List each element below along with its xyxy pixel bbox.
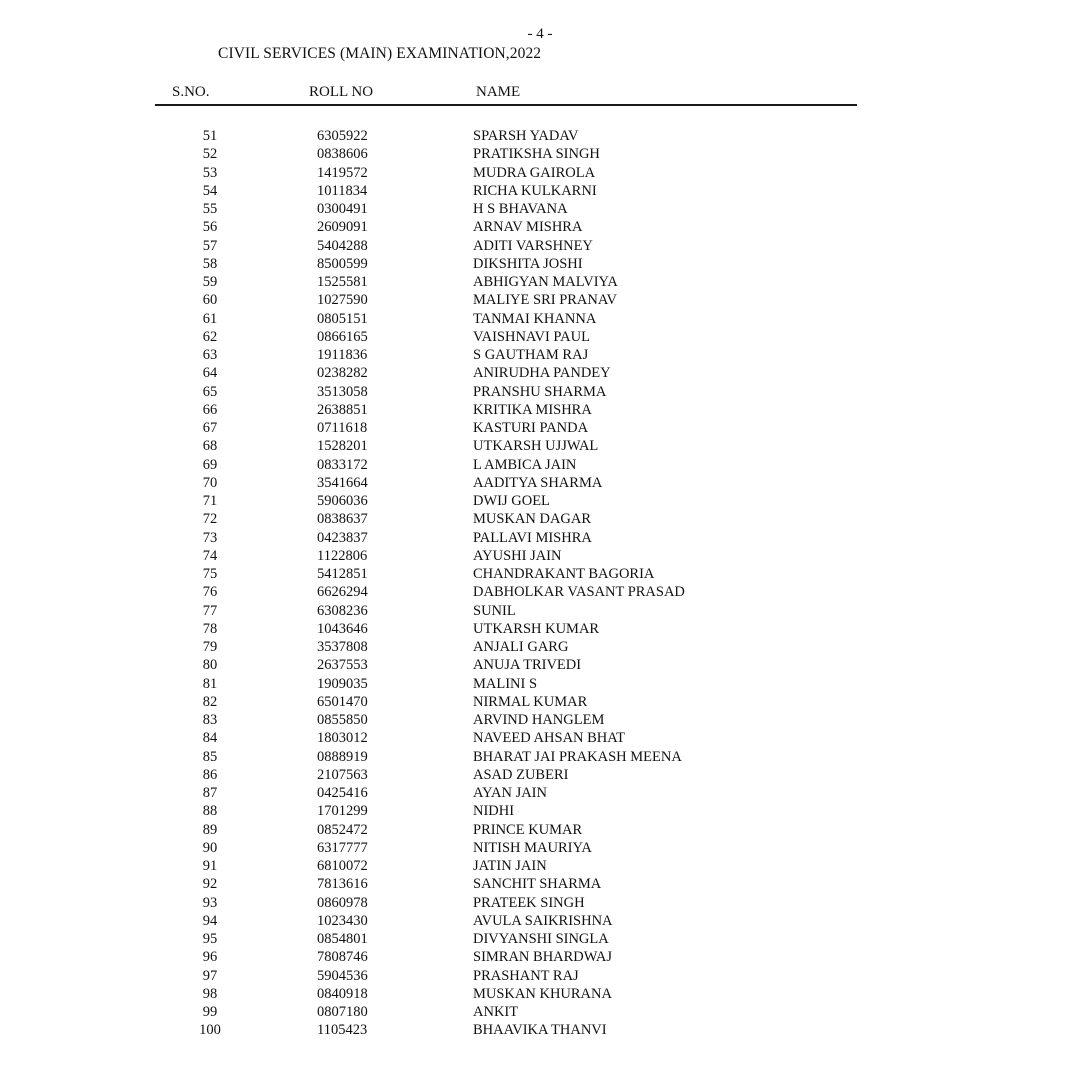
candidate-name-cell: MALINI S bbox=[473, 675, 538, 692]
candidate-name-cell: CHANDRAKANT BAGORIA bbox=[473, 566, 655, 582]
serial-number-cell: 96 bbox=[202, 949, 218, 966]
table-row bbox=[0, 200, 1080, 218]
candidate-name-cell: PRANSHU SHARMA bbox=[473, 383, 607, 400]
serial-number-cell: 75 bbox=[202, 566, 218, 582]
candidate-name-cell: UTKARSH KUMAR bbox=[473, 620, 600, 637]
roll-number-cell: 5412851 bbox=[317, 566, 368, 582]
serial-number-cell: 62 bbox=[202, 328, 218, 345]
serial-number-cell: 90 bbox=[202, 839, 218, 856]
roll-number-cell: 1105423 bbox=[317, 1022, 368, 1039]
candidate-name-cell: BHARAT JAI PRAKASH MEENA bbox=[473, 748, 682, 765]
roll-number-cell: 0840918 bbox=[317, 985, 368, 1002]
serial-number-cell: 56 bbox=[202, 219, 218, 236]
roll-number-cell: 2637553 bbox=[317, 657, 368, 674]
candidate-name-cell: DIVYANSHI SINGLA bbox=[473, 931, 609, 947]
candidate-name-cell: PRATEEK SINGH bbox=[473, 894, 585, 911]
table-row bbox=[0, 729, 1080, 747]
page-number: - 4 - bbox=[527, 26, 553, 42]
table-row bbox=[0, 638, 1080, 656]
roll-number-cell: 0805151 bbox=[317, 310, 368, 327]
candidate-name-cell: UTKARSH UJJWAL bbox=[473, 438, 599, 455]
candidate-name-cell: MALIYE SRI PRANAV bbox=[473, 292, 617, 309]
candidate-name-cell: BHAAVIKA THANVI bbox=[473, 1022, 607, 1039]
roll-number-cell: 7808746 bbox=[317, 949, 368, 966]
roll-number-cell: 0855850 bbox=[317, 712, 368, 728]
roll-number-cell: 0838637 bbox=[317, 511, 368, 528]
serial-number-cell: 68 bbox=[202, 438, 218, 455]
table-row bbox=[0, 310, 1080, 328]
serial-number-cell: 97 bbox=[202, 967, 218, 984]
serial-number-cell: 99 bbox=[202, 1004, 218, 1020]
roll-number-cell: 1701299 bbox=[317, 803, 368, 820]
table-row bbox=[0, 1021, 1080, 1039]
serial-number-cell: 53 bbox=[202, 164, 218, 181]
table-row bbox=[0, 237, 1080, 255]
table-row bbox=[0, 784, 1080, 802]
serial-number-cell: 76 bbox=[202, 584, 218, 601]
serial-number-cell: 64 bbox=[202, 365, 218, 382]
roll-number-cell: 0854801 bbox=[317, 931, 368, 947]
serial-number-cell: 92 bbox=[202, 876, 218, 893]
roll-number-cell: 5404288 bbox=[317, 237, 368, 254]
serial-number-cell: 93 bbox=[202, 894, 218, 911]
roll-number-cell: 6810072 bbox=[317, 858, 368, 874]
table-row bbox=[0, 675, 1080, 693]
table-row bbox=[0, 328, 1080, 346]
table-row bbox=[0, 164, 1080, 182]
table-row bbox=[0, 529, 1080, 547]
roll-number-cell: 1528201 bbox=[317, 438, 368, 455]
roll-number-cell: 0300491 bbox=[317, 201, 368, 217]
table-row bbox=[0, 1003, 1080, 1021]
roll-number-cell: 0711618 bbox=[317, 420, 368, 436]
candidate-name-cell: DABHOLKAR VASANT PRASAD bbox=[473, 584, 685, 601]
column-header-roll: ROLL NO bbox=[309, 84, 374, 100]
serial-number-cell: 70 bbox=[202, 474, 218, 491]
table-row bbox=[0, 930, 1080, 948]
roll-number-cell: 3541664 bbox=[317, 474, 368, 491]
roll-number-cell: 1419572 bbox=[317, 164, 368, 181]
candidate-name-cell: ADITI VARSHNEY bbox=[473, 237, 593, 254]
table-row bbox=[0, 218, 1080, 236]
serial-number-cell: 72 bbox=[202, 511, 218, 528]
table-row bbox=[0, 912, 1080, 930]
table-row bbox=[0, 620, 1080, 638]
candidate-name-cell: MUDRA GAIROLA bbox=[473, 164, 596, 181]
table-row bbox=[0, 948, 1080, 966]
roll-number-cell: 1909035 bbox=[317, 675, 368, 692]
roll-number-cell: 5904536 bbox=[317, 967, 368, 984]
table-row bbox=[0, 656, 1080, 674]
serial-number-cell: 55 bbox=[202, 201, 218, 217]
candidate-name-cell: NITISH MAURIYA bbox=[473, 839, 592, 856]
roll-number-cell: 3537808 bbox=[317, 639, 368, 655]
serial-number-cell: 69 bbox=[202, 456, 218, 473]
roll-number-cell: 0807180 bbox=[317, 1004, 368, 1020]
candidate-name-cell: SIMRAN BHARDWAJ bbox=[473, 949, 612, 966]
roll-number-cell: 6317777 bbox=[317, 839, 368, 856]
roll-number-cell: 0866165 bbox=[317, 328, 368, 345]
table-row bbox=[0, 985, 1080, 1003]
serial-number-cell: 65 bbox=[202, 383, 218, 400]
table-row bbox=[0, 693, 1080, 711]
serial-number-cell: 85 bbox=[202, 748, 218, 765]
candidate-name-cell: H S BHAVANA bbox=[473, 201, 568, 217]
serial-number-cell: 54 bbox=[202, 182, 218, 199]
table-row bbox=[0, 875, 1080, 893]
table-row bbox=[0, 748, 1080, 766]
serial-number-cell: 77 bbox=[202, 602, 218, 619]
table-row bbox=[0, 894, 1080, 912]
candidate-name-cell: AADITYA SHARMA bbox=[473, 474, 603, 491]
table-row bbox=[0, 346, 1080, 364]
serial-number-cell: 51 bbox=[202, 128, 218, 144]
roll-number-cell: 0860978 bbox=[317, 894, 368, 911]
table-row bbox=[0, 547, 1080, 565]
candidate-name-cell: PRATIKSHA SINGH bbox=[473, 146, 600, 163]
table-row bbox=[0, 401, 1080, 419]
roll-number-cell: 1803012 bbox=[317, 730, 368, 747]
table-row bbox=[0, 145, 1080, 163]
table-row bbox=[0, 255, 1080, 273]
serial-number-cell: 57 bbox=[202, 237, 218, 254]
table-row bbox=[0, 967, 1080, 985]
candidate-name-cell: DIKSHITA JOSHI bbox=[473, 255, 583, 272]
column-header-name: NAME bbox=[476, 84, 521, 100]
serial-number-cell: 86 bbox=[202, 766, 218, 783]
table-row bbox=[0, 802, 1080, 820]
roll-number-cell: 3513058 bbox=[317, 383, 368, 400]
roll-number-cell: 6308236 bbox=[317, 602, 368, 619]
serial-number-cell: 89 bbox=[202, 821, 218, 838]
roll-number-cell: 6305922 bbox=[317, 128, 368, 144]
table-row bbox=[0, 839, 1080, 857]
candidate-name-cell: PALLAVI MISHRA bbox=[473, 529, 592, 546]
candidate-name-cell: AYUSHI JAIN bbox=[473, 547, 562, 564]
roll-number-cell: 1011834 bbox=[317, 182, 368, 199]
table-row bbox=[0, 456, 1080, 474]
candidate-name-cell: MUSKAN DAGAR bbox=[473, 511, 592, 528]
candidate-name-cell: NAVEED AHSAN BHAT bbox=[473, 730, 625, 747]
candidate-name-cell: NIRMAL KUMAR bbox=[473, 693, 588, 710]
table-row bbox=[0, 437, 1080, 455]
candidate-name-cell: TANMAI KHANNA bbox=[473, 310, 597, 327]
roll-number-cell: 1122806 bbox=[317, 547, 368, 564]
roll-number-cell: 1027590 bbox=[317, 292, 368, 309]
roll-number-cell: 5906036 bbox=[317, 493, 368, 509]
serial-number-cell: 66 bbox=[202, 401, 218, 418]
candidate-name-cell: PRINCE KUMAR bbox=[473, 821, 583, 838]
results-table bbox=[0, 127, 1080, 1040]
roll-number-cell: 1911836 bbox=[317, 347, 368, 363]
table-row bbox=[0, 364, 1080, 382]
roll-number-cell: 7813616 bbox=[317, 876, 368, 893]
serial-number-cell: 60 bbox=[202, 292, 218, 309]
roll-number-cell: 0838606 bbox=[317, 146, 368, 163]
serial-number-cell: 59 bbox=[202, 274, 218, 290]
table-row bbox=[0, 602, 1080, 620]
serial-number-cell: 98 bbox=[202, 985, 218, 1002]
serial-number-cell: 73 bbox=[202, 529, 218, 546]
candidate-name-cell: VAISHNAVI PAUL bbox=[473, 328, 590, 345]
column-header-sno: S.NO. bbox=[172, 84, 210, 100]
roll-number-cell: 1525581 bbox=[317, 274, 368, 290]
serial-number-cell: 74 bbox=[202, 547, 218, 564]
serial-number-cell: 71 bbox=[202, 493, 218, 509]
roll-number-cell: 0888919 bbox=[317, 748, 368, 765]
candidate-name-cell: ANUJA TRIVEDI bbox=[473, 657, 582, 674]
table-row bbox=[0, 273, 1080, 291]
candidate-name-cell: ARVIND HANGLEM bbox=[473, 712, 605, 728]
candidate-name-cell: ARNAV MISHRA bbox=[473, 219, 583, 236]
serial-number-cell: 91 bbox=[202, 858, 218, 874]
candidate-name-cell: KASTURI PANDA bbox=[473, 420, 589, 436]
serial-number-cell: 94 bbox=[202, 912, 218, 929]
serial-number-cell: 79 bbox=[202, 639, 218, 655]
roll-number-cell: 0425416 bbox=[317, 785, 368, 801]
table-row bbox=[0, 474, 1080, 492]
table-row bbox=[0, 182, 1080, 200]
serial-number-cell: 100 bbox=[199, 1022, 221, 1039]
candidate-name-cell: ANKIT bbox=[473, 1004, 519, 1020]
serial-number-cell: 82 bbox=[202, 693, 218, 710]
table-row bbox=[0, 383, 1080, 401]
roll-number-cell: 2107563 bbox=[317, 766, 368, 783]
candidate-name-cell: SPARSH YADAV bbox=[473, 128, 579, 144]
candidate-name-cell: NIDHI bbox=[473, 803, 515, 820]
serial-number-cell: 80 bbox=[202, 657, 218, 674]
roll-number-cell: 1023430 bbox=[317, 912, 368, 929]
serial-number-cell: 81 bbox=[202, 675, 218, 692]
serial-number-cell: 84 bbox=[202, 730, 218, 747]
candidate-name-cell: RICHA KULKARNI bbox=[473, 182, 597, 199]
candidate-name-cell: ASAD ZUBERI bbox=[473, 766, 569, 783]
roll-number-cell: 6626294 bbox=[317, 584, 368, 601]
candidate-name-cell: S GAUTHAM RAJ bbox=[473, 347, 589, 363]
candidate-name-cell: DWIJ GOEL bbox=[473, 493, 550, 509]
candidate-name-cell: ABHIGYAN MALVIYA bbox=[473, 274, 618, 290]
candidate-name-cell: AVULA SAIKRISHNA bbox=[473, 912, 613, 929]
serial-number-cell: 58 bbox=[202, 255, 218, 272]
serial-number-cell: 95 bbox=[202, 931, 218, 947]
candidate-name-cell: SANCHIT SHARMA bbox=[473, 876, 602, 893]
roll-number-cell: 2638851 bbox=[317, 401, 368, 418]
candidate-name-cell: L AMBICA JAIN bbox=[473, 456, 577, 473]
table-row bbox=[0, 510, 1080, 528]
serial-number-cell: 63 bbox=[202, 347, 218, 363]
candidate-name-cell: SUNIL bbox=[473, 602, 516, 619]
roll-number-cell: 2609091 bbox=[317, 219, 368, 236]
serial-number-cell: 88 bbox=[202, 803, 218, 820]
table-row bbox=[0, 127, 1080, 145]
candidate-name-cell: ANJALI GARG bbox=[473, 639, 569, 655]
table-row bbox=[0, 583, 1080, 601]
candidate-name-cell: AYAN JAIN bbox=[473, 785, 547, 801]
table-row bbox=[0, 492, 1080, 510]
header-divider bbox=[155, 104, 857, 106]
serial-number-cell: 87 bbox=[202, 785, 218, 801]
table-row bbox=[0, 857, 1080, 875]
table-row bbox=[0, 821, 1080, 839]
roll-number-cell: 8500599 bbox=[317, 255, 368, 272]
roll-number-cell: 0833172 bbox=[317, 456, 368, 473]
serial-number-cell: 52 bbox=[202, 146, 218, 163]
candidate-name-cell: MUSKAN KHURANA bbox=[473, 985, 612, 1002]
serial-number-cell: 83 bbox=[202, 712, 218, 728]
serial-number-cell: 78 bbox=[202, 620, 218, 637]
candidate-name-cell: JATIN JAIN bbox=[473, 858, 547, 874]
table-row bbox=[0, 565, 1080, 583]
candidate-name-cell: KRITIKA MISHRA bbox=[473, 401, 592, 418]
candidate-name-cell: ANIRUDHA PANDEY bbox=[473, 365, 611, 382]
table-row bbox=[0, 766, 1080, 784]
roll-number-cell: 0423837 bbox=[317, 529, 368, 546]
roll-number-cell: 0238282 bbox=[317, 365, 368, 382]
serial-number-cell: 61 bbox=[202, 310, 218, 327]
table-row bbox=[0, 291, 1080, 309]
serial-number-cell: 67 bbox=[202, 420, 218, 436]
page-title: CIVIL SERVICES (MAIN) EXAMINATION,2022 bbox=[218, 45, 542, 62]
roll-number-cell: 6501470 bbox=[317, 693, 368, 710]
roll-number-cell: 0852472 bbox=[317, 821, 368, 838]
roll-number-cell: 1043646 bbox=[317, 620, 368, 637]
table-row bbox=[0, 419, 1080, 437]
candidate-name-cell: PRASHANT RAJ bbox=[473, 967, 579, 984]
table-row bbox=[0, 711, 1080, 729]
